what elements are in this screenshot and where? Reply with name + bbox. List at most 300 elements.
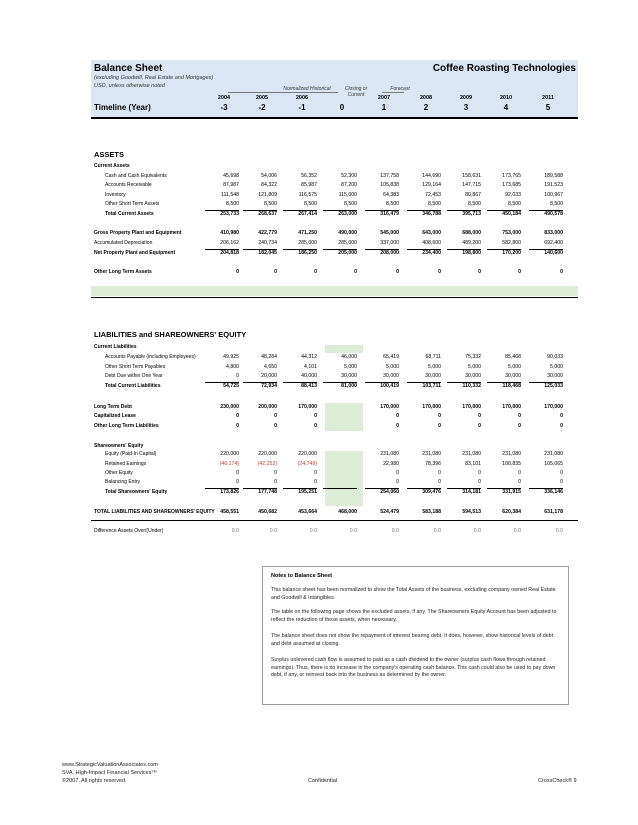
row-value: 92,033 (505, 192, 521, 198)
row-value: 253,733 (220, 211, 239, 217)
subtitle-units: USD, unless otherwise noted (94, 83, 165, 89)
row-value: 643,000 (422, 230, 441, 236)
row-value: 545,000 (380, 230, 399, 236)
footer-confidential: Confidential (308, 778, 338, 784)
row-value: 594,513 (462, 509, 481, 515)
table-row (91, 364, 578, 372)
timeline-cell: 1 (381, 103, 387, 112)
year-cell: 2010 (499, 95, 513, 101)
table-row (91, 250, 578, 258)
row-label: Long Term Debt (94, 404, 132, 410)
row-value: 0 (478, 479, 481, 485)
row-underline (205, 382, 239, 383)
row-underline (447, 382, 481, 383)
row-value: 0 (438, 413, 441, 419)
table-row (91, 173, 578, 181)
row-value: 0 (438, 423, 441, 429)
table-row (91, 373, 578, 381)
row-value: 88,413 (301, 383, 317, 389)
row-value: 182,045 (258, 250, 277, 256)
row-value: 121,809 (258, 192, 277, 198)
row-value: 8,500 (386, 201, 399, 207)
row-value: 147,715 (462, 182, 481, 188)
assets-heading: ASSETS (94, 150, 125, 159)
footer-website: www.StrategicValuationAssociates.com (62, 762, 158, 768)
row-value: 5,000 (386, 364, 399, 370)
row-value: 4,101 (304, 364, 317, 370)
table-row (91, 354, 578, 362)
row-value: 0 (518, 479, 521, 485)
row-value: 410,980 (220, 230, 239, 236)
row-value: 200,000 (258, 404, 277, 410)
row-value: 8,500 (226, 201, 239, 207)
row-value: 0 (274, 423, 277, 429)
row-value: 0.0 (391, 528, 399, 534)
row-value: 0 (396, 413, 399, 419)
row-label: Other Long Term Assets (94, 269, 152, 275)
notes-box (262, 566, 569, 705)
row-value: 0 (274, 479, 277, 485)
row-underline (283, 488, 317, 489)
row-value: 205,000 (338, 250, 357, 256)
timeline-cell: 0 (339, 103, 345, 112)
row-value: 111,548 (221, 192, 239, 198)
row-label: Gross Property Plant and Equipment (94, 230, 182, 236)
row-value: 186,250 (298, 250, 317, 256)
row-label: Accumulated Depreciation (94, 240, 153, 246)
table-row (91, 240, 578, 248)
row-value: 337,000 (380, 240, 399, 246)
row-value: 450,184 (502, 211, 521, 217)
row-value: 231,080 (544, 451, 563, 457)
row-value: (24,749) (297, 461, 317, 467)
row-underline (487, 488, 521, 489)
row-value: 8,500 (508, 201, 521, 207)
row-value: 0 (314, 479, 317, 485)
row-value: 173,826 (220, 489, 239, 495)
row-value: 5,000 (550, 364, 563, 370)
row-value: 80,867 (465, 192, 481, 198)
row-value: 0 (438, 470, 441, 476)
row-value: 524,479 (380, 509, 399, 515)
total-assets-rule (91, 297, 578, 298)
row-value: 0 (478, 470, 481, 476)
row-underline (243, 249, 277, 250)
company-name: Coffee Roasting Technologies (432, 63, 576, 74)
row-label: Total Shareowners' Equity (105, 489, 168, 495)
row-underline (205, 249, 239, 250)
row-label: Balancing Entry (105, 479, 141, 485)
row-value: 115,000 (338, 192, 357, 198)
timeline-cell: 3 (463, 103, 469, 112)
row-value: 125,033 (544, 383, 563, 389)
row-label: Equity (Paid-In Capital) (105, 451, 157, 457)
closing-debt-highlight (325, 345, 363, 353)
year-cell: 2009 (459, 95, 473, 101)
row-value: 234,400 (422, 250, 441, 256)
row-underline (487, 249, 521, 250)
row-underline (243, 382, 277, 383)
row-value: 450,682 (258, 509, 277, 515)
group-forecast-label: Forecast (390, 86, 410, 92)
row-value: 0 (478, 423, 481, 429)
row-label: Retained Earnings (105, 461, 147, 467)
row-value: 0 (236, 479, 239, 485)
row-value: 0.0 (269, 528, 277, 534)
row-value: 346,788 (422, 211, 441, 217)
row-underline (243, 488, 277, 489)
row-underline (323, 210, 357, 211)
total-liabilities-rule (91, 520, 578, 521)
row-value: 30,000 (505, 373, 521, 379)
row-underline (283, 249, 317, 250)
total-assets-highlight (91, 286, 578, 296)
row-value: 75,332 (465, 354, 481, 360)
row-value: 0 (396, 470, 399, 476)
row-value: 490,578 (544, 211, 563, 217)
row-value: 49,925 (223, 354, 239, 360)
row-value: 144,690 (422, 173, 441, 179)
row-value: 263,000 (338, 211, 357, 217)
row-value: 8,500 (344, 201, 357, 207)
row-value: 0 (354, 269, 357, 275)
row-value: 0 (560, 413, 563, 419)
row-value: 231,080 (380, 451, 399, 457)
row-value: 140,600 (544, 250, 563, 256)
row-underline (283, 382, 317, 383)
row-value: 30,000 (341, 373, 357, 379)
row-value: 90,033 (547, 354, 563, 360)
row-value: 65,419 (383, 354, 399, 360)
row-value: 0 (396, 479, 399, 485)
timeline-cell: -1 (298, 103, 306, 112)
row-value: 0 (236, 470, 239, 476)
row-underline (205, 210, 239, 211)
table-row (91, 192, 578, 200)
row-value: 620,384 (502, 509, 521, 515)
row-value: 0 (236, 373, 239, 379)
row-value: 471,250 (298, 230, 317, 236)
row-value: 240,734 (258, 240, 277, 246)
row-value: (42,252) (257, 461, 277, 467)
row-underline (529, 249, 563, 250)
row-value: 331,915 (502, 489, 521, 495)
row-value: 78,396 (425, 461, 441, 467)
row-value: 204,818 (220, 250, 239, 256)
row-value: 468,000 (338, 509, 357, 515)
row-value: 170,000 (380, 404, 399, 410)
timeline-label: Timeline (Year) (94, 103, 151, 112)
row-value: 8,500 (428, 201, 441, 207)
row-value: 285,000 (298, 240, 317, 246)
row-value: 314,181 (462, 489, 481, 495)
row-underline (365, 210, 399, 211)
notes-paragraph-4: Surplus unlevered cash flow is assumed to paid as a cash dividend to the owner (surplus cash flows through retained earnings). Thus, there is no increase in the company's operating cash balance. This cash could also be used to pay down debt, if any, or reinvest back into the business as determined by the owner. (271, 657, 556, 678)
row-value: 30,000 (547, 373, 563, 379)
row-value: 267,414 (298, 211, 317, 217)
row-value: 177,748 (258, 489, 277, 495)
row-value: 0 (560, 269, 563, 275)
timeline-cell: -3 (220, 103, 228, 112)
row-value: 0 (236, 269, 239, 275)
year-cell: 2005 (255, 95, 269, 101)
row-value: 0 (438, 269, 441, 275)
row-value: 8,500 (264, 201, 277, 207)
row-value: 285,000 (338, 240, 357, 246)
closing-equity-highlight (325, 451, 363, 506)
notes-paragraph-2: The table on the following page shows the excluded assets, if any. The Shareowners Equity Account has been adjusted to reflect the reduction of these assets, when necessary. (271, 609, 557, 623)
table-row (91, 201, 578, 209)
row-value: 0 (518, 423, 521, 429)
row-value: 44,312 (301, 354, 317, 360)
row-label: TOTAL LIABILITIES AND SHAREOWNERS' EQUITY (94, 509, 215, 515)
current-liabilities-heading: Current Liabilities (94, 344, 137, 350)
row-value: 72,934 (261, 383, 277, 389)
row-value: 0 (438, 479, 441, 485)
row-underline (447, 210, 481, 211)
row-underline (447, 488, 481, 489)
row-underline (323, 488, 357, 489)
year-cell: 2008 (419, 95, 433, 101)
row-value: 254,060 (380, 489, 399, 495)
row-value: 30,000 (383, 373, 399, 379)
row-value: 5,000 (344, 364, 357, 370)
row-value: 231,080 (422, 451, 441, 457)
row-value: 110,332 (462, 383, 481, 389)
row-value: 0.0 (433, 528, 441, 534)
footer-tagline: SVA, High-Impact Financial Services™ (62, 770, 157, 776)
row-value: 0 (518, 413, 521, 419)
row-value: 395,713 (462, 211, 481, 217)
row-value: 0 (314, 413, 317, 419)
notes-title: Notes to Balance Sheet (271, 573, 333, 579)
row-value: 4,650 (264, 364, 277, 370)
row-value: 8,500 (550, 201, 563, 207)
row-underline (365, 488, 399, 489)
row-label: Capitalized Lease (94, 413, 136, 419)
row-value: 170,000 (462, 404, 481, 410)
current-assets-heading: Current Assets (94, 163, 130, 169)
row-value: 0 (274, 470, 277, 476)
row-value: 87,987 (223, 182, 239, 188)
group-closing-label: Closing or Current (344, 86, 368, 98)
row-value: 230,000 (220, 404, 239, 410)
row-value: 309,476 (422, 489, 441, 495)
row-underline (487, 382, 521, 383)
row-value: 0 (236, 423, 239, 429)
row-value: 173,685 (502, 182, 521, 188)
row-value: 100,967 (544, 192, 563, 198)
row-value: (46,174) (219, 461, 239, 467)
row-value: 87,200 (341, 182, 357, 188)
row-value: 170,000 (502, 404, 521, 410)
row-value: 453,664 (298, 509, 317, 515)
row-underline (243, 210, 277, 211)
year-cell: 2006 (295, 95, 309, 101)
row-value: 0 (560, 423, 563, 429)
row-value: 173,765 (502, 173, 521, 179)
row-underline (529, 488, 563, 489)
row-value: 688,000 (462, 230, 481, 236)
row-value: 158,631 (462, 173, 481, 179)
row-value: 83,101 (465, 461, 481, 467)
row-value: 5,000 (428, 364, 441, 370)
timeline-cell: -2 (258, 103, 266, 112)
row-value: 0.0 (555, 528, 563, 534)
table-row (91, 211, 578, 219)
footer-copyright: ©2007. All rights reserved. (62, 778, 127, 784)
row-value: 489,200 (462, 240, 481, 246)
row-value: 0.0 (513, 528, 521, 534)
row-value: 0 (314, 269, 317, 275)
row-value: 54,006 (261, 173, 277, 179)
row-value: 458,551 (220, 509, 239, 515)
row-value: 170,000 (544, 404, 563, 410)
row-value: 8,500 (304, 201, 317, 207)
row-underline (407, 249, 441, 250)
row-label: Total Current Assets (105, 211, 154, 217)
row-value: 85,987 (301, 182, 317, 188)
row-value: 137,758 (380, 173, 399, 179)
row-value: 0 (396, 269, 399, 275)
row-value: 54,725 (223, 383, 239, 389)
row-value: 198,800 (462, 250, 481, 256)
row-value: 129,164 (422, 182, 441, 188)
row-underline (447, 249, 481, 250)
table-row (91, 269, 578, 277)
header-rule (91, 117, 578, 119)
row-value: 231,080 (502, 451, 521, 457)
subtitle-exclusions: (excluding Goodwill, Real Estate and Mortgages) (94, 75, 214, 81)
footer-page-label: CrossCheck® 9 (538, 778, 577, 784)
row-value: 189,588 (544, 173, 563, 179)
row-value: 116,575 (298, 192, 317, 198)
row-value: 5,000 (468, 364, 481, 370)
row-underline (529, 210, 563, 211)
timeline-cell: 2 (423, 103, 429, 112)
row-value: 582,800 (502, 240, 521, 246)
table-row (91, 528, 578, 536)
row-value: 0 (236, 413, 239, 419)
row-value: 0.0 (473, 528, 481, 534)
group-historical-line (228, 92, 338, 93)
notes-paragraph-1: This balance sheet has been normalized to show the Total Assets of the business, excluding company owned Real Estate and Goodwill & Intangibles. (271, 587, 556, 601)
year-cell: 2007 (377, 95, 391, 101)
row-value: 0 (478, 413, 481, 419)
row-value: 0 (518, 269, 521, 275)
row-value: 191,523 (544, 182, 563, 188)
row-value: 336,146 (544, 489, 563, 495)
row-value: 48,284 (261, 354, 277, 360)
row-value: 631,178 (544, 509, 563, 515)
row-underline (365, 249, 399, 250)
page-title: Balance Sheet (94, 63, 163, 74)
row-underline (323, 382, 357, 383)
row-value: 0 (560, 470, 563, 476)
row-value: 22,980 (383, 461, 399, 467)
row-value: 208,000 (380, 250, 399, 256)
group-forecast-line (382, 92, 404, 93)
row-underline (407, 382, 441, 383)
table-row (91, 182, 578, 190)
row-value: 46,000 (341, 354, 357, 360)
row-value: 170,000 (298, 404, 317, 410)
row-label: Other Short Term Assets (105, 201, 160, 207)
row-underline (487, 210, 521, 211)
row-value: 4,800 (226, 364, 239, 370)
row-value: 118,468 (502, 383, 521, 389)
row-value: 30,000 (425, 373, 441, 379)
row-value: 220,000 (220, 451, 239, 457)
row-label: Difference Assets Over/(Under) (94, 528, 164, 534)
row-value: 85,468 (505, 354, 521, 360)
row-value: 8,500 (468, 201, 481, 207)
row-value: 100,419 (380, 383, 399, 389)
row-value: 84,322 (261, 182, 277, 188)
row-label: Net Property Plant and Equipment (94, 250, 176, 256)
row-value: 220,000 (258, 451, 277, 457)
row-value: 231,080 (462, 451, 481, 457)
liabilities-heading: LIABILITIES and SHAREOWNERS' EQUITY (94, 330, 247, 339)
row-value: 0 (560, 479, 563, 485)
row-value: 753,000 (502, 230, 521, 236)
row-value: 40,000 (301, 373, 317, 379)
row-value: 692,400 (544, 240, 563, 246)
row-value: 64,383 (383, 192, 399, 198)
row-label: Other Long Term Liabilities (94, 423, 159, 429)
row-value: 195,251 (298, 489, 317, 495)
row-value: 0 (396, 423, 399, 429)
row-value: 0 (478, 269, 481, 275)
row-value: 56,352 (301, 173, 317, 179)
row-label: Total Current Liabilities (105, 383, 161, 389)
row-underline (365, 382, 399, 383)
row-value: 30,000 (465, 373, 481, 379)
row-value: 206,162 (220, 240, 239, 246)
row-underline (529, 382, 563, 383)
timeline-cell: 4 (503, 103, 509, 112)
row-value: 0.0 (231, 528, 239, 534)
year-cell: 2004 (217, 95, 231, 101)
row-value: 170,200 (502, 250, 521, 256)
row-value: 0 (314, 423, 317, 429)
row-value: 0 (314, 470, 317, 476)
row-underline (407, 488, 441, 489)
row-value: 5,000 (508, 364, 521, 370)
row-value: 0 (274, 269, 277, 275)
row-underline (407, 210, 441, 211)
notes-paragraph-3: The balance sheet does not show the repayment of interest bearing debt. It does, however, show historical levels of debt and debt assumed at closing. (271, 633, 554, 647)
row-value: 490,000 (338, 230, 357, 236)
row-value: 105,838 (380, 182, 399, 188)
row-value: 20,000 (261, 373, 277, 379)
row-value: 833,000 (544, 230, 563, 236)
row-value: 583,188 (422, 509, 441, 515)
timeline-cell: 5 (545, 103, 551, 112)
row-value: 0.0 (349, 528, 357, 534)
table-row (91, 509, 578, 517)
row-value: 0 (274, 413, 277, 419)
row-value: 408,600 (422, 240, 441, 246)
row-value: 45,698 (223, 173, 239, 179)
row-underline (323, 249, 357, 250)
row-label: Inventory (105, 192, 126, 198)
group-historical-label: Normalized Historical (283, 86, 331, 92)
row-value: 220,000 (298, 451, 317, 457)
row-value: 100,835 (502, 461, 521, 467)
row-value: 0 (518, 470, 521, 476)
row-value: 103,711 (422, 383, 441, 389)
